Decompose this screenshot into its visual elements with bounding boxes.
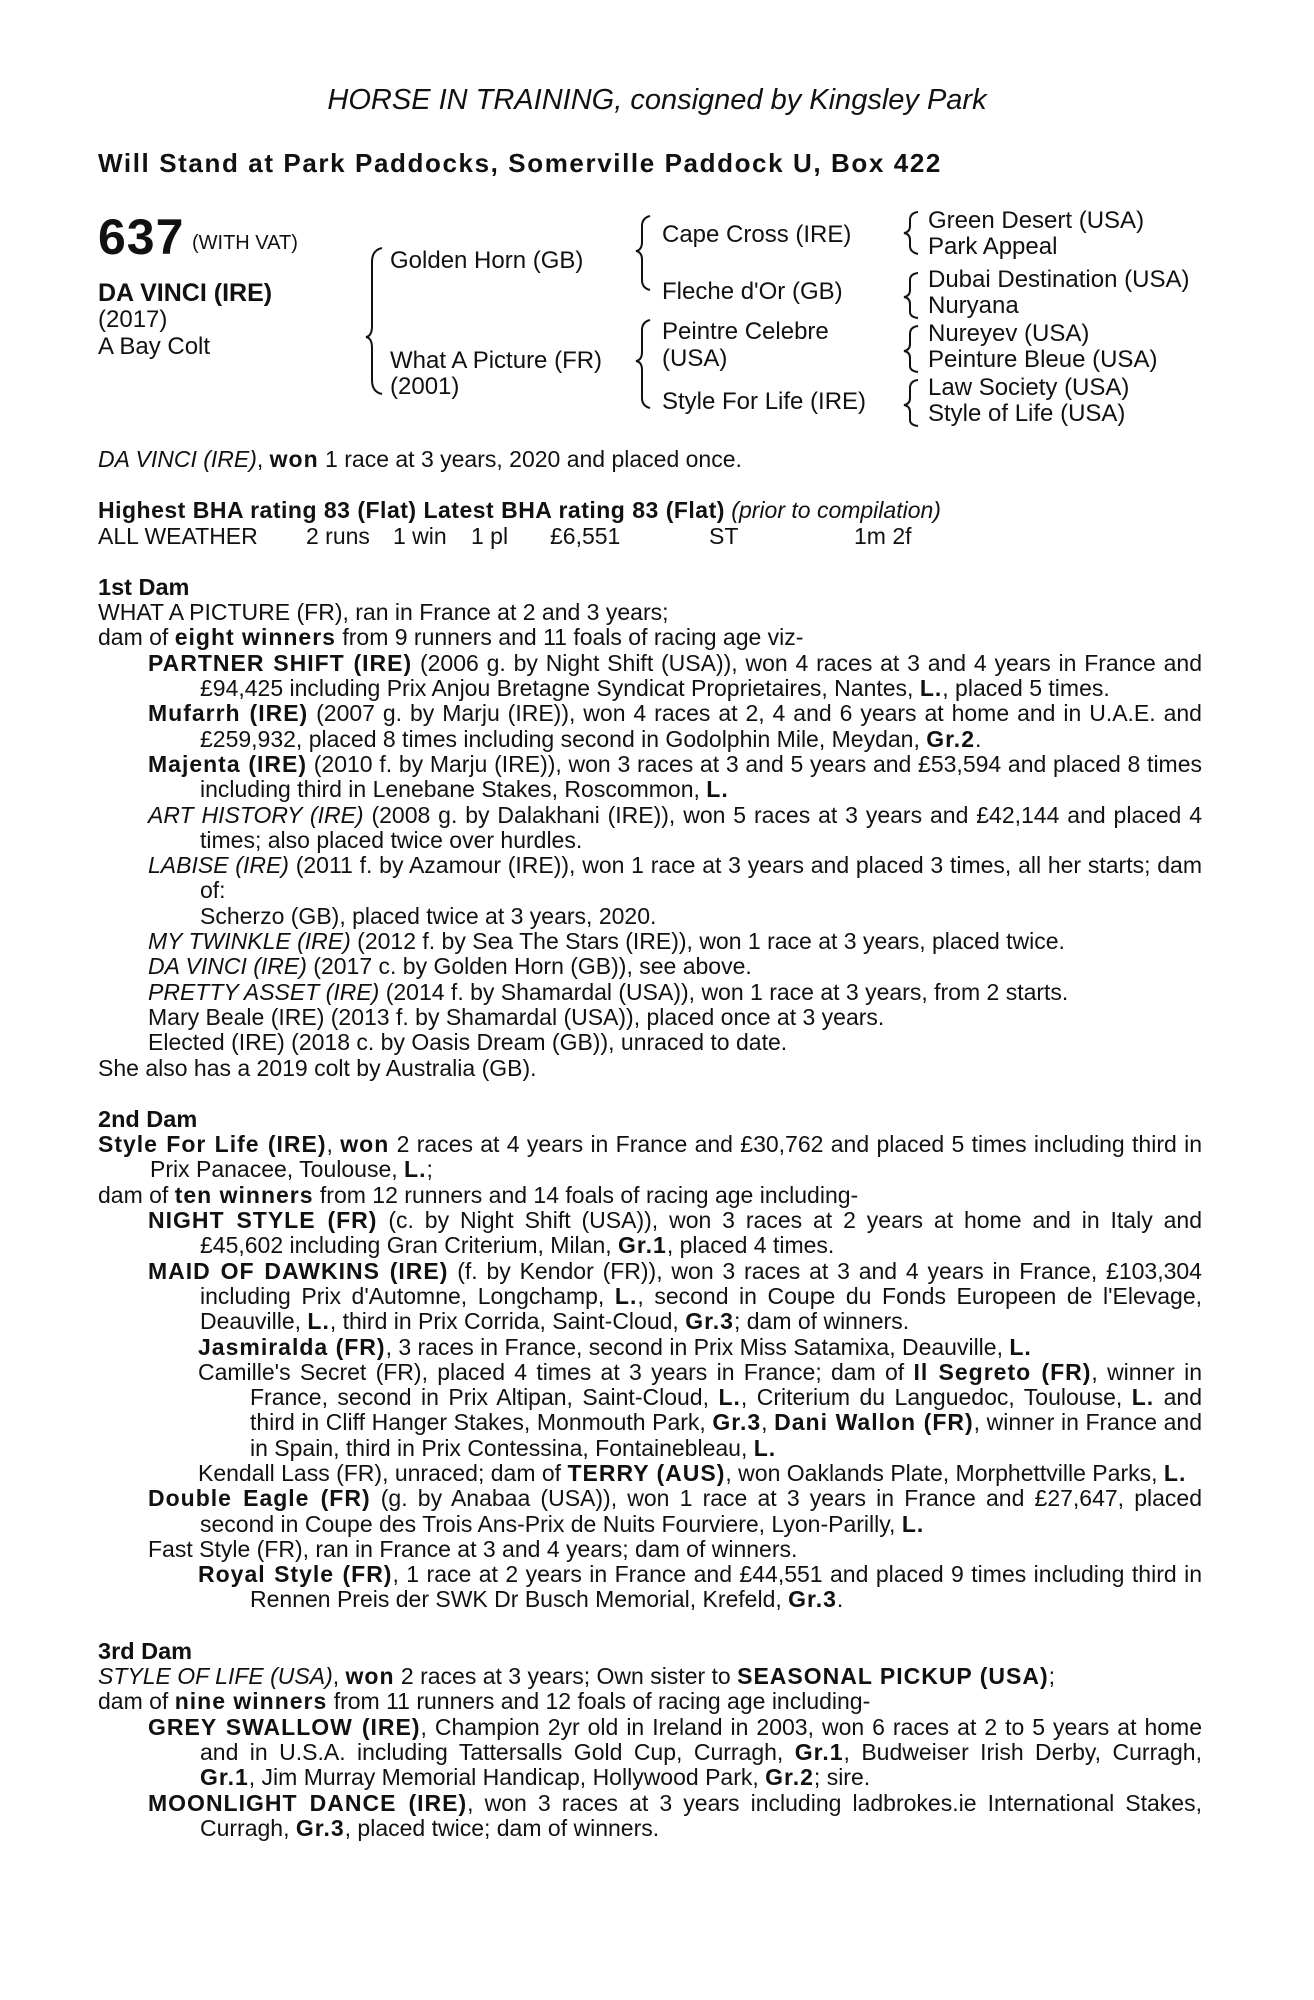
dam-year: (2001) [390, 373, 460, 400]
second-dam-produce [98, 1183, 1202, 1208]
first-dam-produce [98, 625, 1202, 650]
grey-g2: Gr.1 [200, 1764, 249, 1791]
segreto-g2: L. [1131, 1384, 1155, 1411]
maid-end: ; dam of winners. [733, 1308, 910, 1335]
produce-scherzo: Scherzo (GB), placed twice at 3 years, 2020. [200, 902, 657, 929]
record-wins: 1 win [393, 522, 447, 549]
catalogue-body [98, 447, 1202, 1841]
grey-g1: Gr.1 [794, 1738, 844, 1765]
segreto-text3: and third in Cliff Hanger Stakes, Monmouth Park, [250, 1384, 1203, 1436]
d1-winners: eight winners [174, 624, 336, 651]
dani-text: , winner in France and in Spain, third in Prix Contessina, Fontainebleau, [250, 1409, 1203, 1461]
segreto-name: Il Segreto (FR) [913, 1358, 1092, 1385]
segreto-g3: Gr.3 [712, 1409, 762, 1436]
pedigree-g3-3: Peintre Celebre [662, 318, 829, 345]
pedigree-g4-4: Nuryana [928, 292, 1019, 319]
royal-name: Royal Style (FR) [198, 1561, 393, 1588]
third-dam-produce [98, 1689, 1202, 1714]
davinci-name: DA VINCI (IRE) [148, 953, 307, 980]
labise-text: (2011 f. by Azamour (IRE)), won 1 race at 3 years and placed 3 times, all her starts; dam of: [200, 852, 1202, 904]
dani-grade: L. [753, 1434, 777, 1461]
segreto-text2: , Criterium du Languedoc, Toulouse, [740, 1384, 1132, 1411]
pretty-text: (2014 f. by Shamardal (USA)), won 1 race at 3 years, from 2 starts. [379, 978, 1069, 1005]
double-name: Double Eagle (FR) [148, 1485, 371, 1512]
third-dam-heading: 3rd Dam [98, 1637, 193, 1664]
pedigree-g4-3: Dubai Destination (USA) [928, 266, 1190, 293]
horse-description: A Bay Colt [98, 333, 211, 360]
second-dam-line: Style For Life (IRE), won 2 races at 4 years in France and £30,762 and placed 5 times including third in Prix Panacee, Toulouse, L.; [98, 1131, 1203, 1183]
produce-night-style [98, 1208, 1202, 1259]
majenta-text: (2010 f. by Marju (IRE)), won 3 races at 3 and 5 years and £53,594 and placed 8 times including third in Lenebane Stakes, Roscommon, [200, 750, 1203, 803]
produce-jasmiralda [98, 1335, 1202, 1360]
pedigree-g4-6: Peinture Bleue (USA) [928, 346, 1158, 373]
race-record [98, 524, 1202, 549]
produce-pretty-asset [98, 980, 1202, 1005]
night-grade: Gr.1 [618, 1232, 667, 1259]
pedigree-g3-4: Style For Life (IRE) [662, 388, 867, 415]
produce-fast-style: Fast Style (FR), ran in France at 3 and 4 years; dam of winners. [148, 1535, 798, 1562]
d2-grade: L. [404, 1156, 427, 1183]
d2-won: won [340, 1131, 390, 1158]
moon-grade: Gr.3 [295, 1814, 345, 1841]
partner-grade: L. [919, 675, 943, 702]
segreto-g1: L. [718, 1384, 741, 1411]
race-summary: DA VINCI (IRE), won 1 race at 3 years, 2020 and placed once. [98, 446, 742, 472]
produce-double-eagle [98, 1486, 1202, 1537]
pedigree-g4-5: Nureyev (USA) [928, 320, 1090, 347]
vat-note: (WITH VAT) [192, 232, 298, 254]
terry-name: TERRY (AUS) [567, 1459, 726, 1486]
d3-name: STYLE OF LIFE (USA) [98, 1663, 333, 1690]
pedigree-g4-7: Law Society (USA) [928, 374, 1130, 401]
twinkle-name: MY TWINKLE (IRE) [148, 928, 351, 955]
d3-l2c: from 11 runners and 12 foals of racing age including- [327, 1688, 871, 1715]
royal-grade: Gr.3 [788, 1586, 837, 1613]
first-dam-heading: 1st Dam [98, 573, 190, 600]
twinkle-text: (2012 f. by Sea The Stars (IRE)), won 1 race at 3 years, placed twice. [350, 928, 1065, 955]
terry-grade: L. [1163, 1459, 1187, 1486]
produce-my-twinkle [98, 929, 1202, 954]
d3-won: won [345, 1663, 395, 1690]
d3-seasonal: SEASONAL PICKUP (USA) [737, 1663, 1049, 1690]
grey-g3: Gr.2 [765, 1764, 814, 1791]
produce-camilles-secret: Camille's Secret (FR), placed 4 times at 3 years in France; dam of Il Segreto (FR), winner in France, second in Prix Altipan, Saint-Cloud, L., Criterium du Languedoc, Toulouse, L. and third in Cliff Hanger Stakes, Monmouth Park, Gr.3, Dani Wallon (FR), winner in France and in Spain, third in Prix Contessina, Fontainebleau, L. [198, 1358, 1203, 1461]
maid-text1: (f. by Kendor (FR)), won 3 races at 3 and 4 years in France, £103,304 including Prix d'Automne, Longchamp, [200, 1257, 1202, 1309]
rating-text: Highest BHA rating 83 (Flat) Latest BHA rating 83 (Flat) [98, 497, 725, 524]
maid-g1: L. [614, 1282, 638, 1309]
majenta-name: Majenta (IRE) [148, 750, 308, 777]
jas-grade: L. [1009, 1333, 1032, 1360]
pedigree-g3-1: Cape Cross (IRE) [662, 221, 852, 248]
jas-name: Jasmiralda (FR) [198, 1333, 386, 1360]
record-going: ST [709, 522, 739, 549]
d1-l2a: dam of [98, 624, 175, 651]
art-text: (2008 g. by Dalakhani (IRE)), won 5 races at 3 years and £42,144 and placed 4 times; also placed twice over hurdles. [200, 801, 1202, 853]
maid-text3: , third in Prix Corrida, Saint-Cloud, [329, 1308, 686, 1335]
mufarrh-grade: Gr.2 [926, 725, 975, 752]
cam-text: Camille's Secret (FR), placed 4 times at 3 years in France; dam of [198, 1358, 914, 1385]
record-runs: 2 runs [306, 522, 370, 549]
produce-note: She also has a 2019 colt by Australia (GB). [98, 1054, 537, 1081]
dam-name: What A Picture (FR) [390, 347, 603, 374]
mufarrh-text: (2007 g. by Marju (IRE)), won 4 races at 2, 4 and 6 years at home and in U.A.E. and £259,932, placed 8 times including second in Godolphin Mile, Meydan, [200, 700, 1202, 752]
moon-end: , placed twice; dam of winners. [344, 1814, 660, 1841]
produce-majenta [98, 752, 1202, 803]
horse-name: DA VINCI (IRE) [98, 279, 273, 307]
produce-moonlight-dance [98, 1791, 1202, 1842]
bha-rating [98, 498, 1202, 523]
royal-text: , 1 race at 2 years in France and £44,551 and placed 9 times including third in Rennen Preis der SWK Dr Busch Memorial, Krefeld, [250, 1561, 1202, 1613]
partner-name: PARTNER SHIFT (IRE) [148, 649, 413, 676]
double-grade: L. [901, 1510, 925, 1537]
stand-location: Will Stand at Park Paddocks, Somerville Paddock U, Box 422 [98, 148, 942, 178]
mufarrh-name: Mufarrh (IRE) [148, 700, 309, 727]
partner-end: , placed 5 times. [942, 675, 1110, 702]
grey-text3: , Jim Murray Memorial Handicap, Hollywood Park, [248, 1764, 766, 1791]
jas-text: , 3 races in France, second in Prix Miss Satamixa, Deauville, [385, 1333, 1010, 1360]
first-dam-line: WHAT A PICTURE (FR), ran in France at 2 and 3 years; [98, 599, 669, 626]
produce-da-vinci [98, 954, 1202, 979]
night-text: (c. by Night Shift (USA)), won 3 races at 2 years at home and in Italy and £45,602 including Gran Criterium, Milan, [200, 1207, 1202, 1259]
d2-text: 2 races at 4 years in France and £30,762 and placed 5 times including third in Prix Panacee, Toulouse, [150, 1131, 1203, 1183]
majenta-grade: L. [706, 776, 729, 803]
d2-l2c: from 12 runners and 14 foals of racing age including- [313, 1181, 859, 1208]
record-places: 1 pl [471, 522, 509, 549]
partner-text: (2006 g. by Night Shift (USA)), won 4 races at 3 and 4 years in France and £94,425 including Prix Anjou Bretagne Syndicat Proprietaires, Nantes, [200, 649, 1202, 702]
pedigree-g3-2: Fleche d'Or (GB) [662, 278, 843, 305]
labise-name: LABISE (IRE) [148, 852, 289, 879]
pretty-name: PRETTY ASSET (IRE) [148, 978, 380, 1005]
moon-name: MOONLIGHT DANCE (IRE) [148, 1789, 468, 1816]
terry-text: , won Oaklands Plate, Morphettville Parks, [725, 1459, 1164, 1486]
grey-text1: , Champion 2yr old in Ireland in 2003, won 6 races at 2 to 5 years at home and in U.S.A. including Tattersalls Gold Cup, Curragh, [200, 1713, 1202, 1765]
record-distance: 1m 2f [854, 522, 912, 549]
pedigree-g3-3b: (USA) [662, 345, 728, 372]
d2-l2a: dam of [98, 1181, 175, 1208]
double-text: (g. by Anabaa (USA)), won 1 race at 3 years in France and £27,647, placed second in Coupe des Trois Ans-Prix de Nuits Fourviere, Lyon-Parilly, [200, 1485, 1202, 1537]
produce-grey-swallow [98, 1715, 1202, 1791]
night-end: , placed 4 times. [666, 1232, 835, 1259]
produce-maid-of-dawkins [98, 1259, 1202, 1335]
maid-g3: Gr.3 [685, 1308, 734, 1335]
foal-year: (2017) [98, 306, 168, 333]
kendall-text: Kendall Lass (FR), unraced; dam of [198, 1459, 568, 1486]
segreto-text1: , winner in France, second in Prix Altipan, Saint-Cloud, [250, 1358, 1202, 1411]
record-earnings: £6,551 [550, 522, 621, 549]
summary-text: 1 race at 3 years, 2020 and placed once. [318, 446, 742, 472]
sire-name: Golden Horn (GB) [390, 247, 584, 274]
produce-kendall-lass [98, 1461, 1202, 1486]
pedigree-g4-8: Style of Life (USA) [928, 400, 1126, 427]
grey-end: ; sire. [813, 1764, 871, 1791]
summary-horse: DA VINCI (IRE) [98, 446, 257, 472]
summary-won: won [269, 446, 319, 472]
maid-g2: L. [307, 1308, 330, 1335]
maid-text2: , second in Coupe du Fonds Europeen de l'Elevage, Deauville, [200, 1282, 1202, 1335]
d3-winners: nine winners [174, 1688, 328, 1715]
grey-name: GREY SWALLOW (IRE) [148, 1713, 421, 1740]
art-name: ART HISTORY (IRE) [148, 801, 364, 828]
d2-name: Style For Life (IRE) [98, 1131, 327, 1158]
produce-mufarrh: Mufarrh (IRE) (2007 g. by Marju (IRE)), won 4 races at 2, 4 and 6 years at home and in U.A.E. and £259,932, placed 8 times including second in Godolphin Mile, Meydan, Gr.2. [148, 700, 1202, 752]
d1-l2c: from 9 runners and 11 foals of racing age viz- [335, 624, 804, 651]
davinci-text: (2017 c. by Golden Horn (GB)), see above. [306, 953, 752, 980]
pedigree-g4-2: Park Appeal [928, 233, 1058, 260]
produce-labise [98, 853, 1202, 904]
d2-winners: ten winners [174, 1181, 314, 1208]
d3-l2a: dam of [98, 1688, 175, 1715]
record-surface: ALL WEATHER [98, 522, 258, 549]
rating-note: (prior to compilation) [724, 497, 941, 524]
night-name: NIGHT STYLE (FR) [148, 1207, 378, 1234]
maid-name: MAID OF DAWKINS (IRE) [148, 1257, 449, 1284]
dani-name: Dani Wallon (FR) [774, 1409, 974, 1436]
catalogue-header: HORSE IN TRAINING, consigned by Kingsley Park [327, 84, 987, 116]
pedigree-g4-1: Green Desert (USA) [928, 207, 1145, 234]
produce-mary-beale: Mary Beale (IRE) (2013 f. by Shamardal (USA)), placed once at 3 years. [148, 1003, 885, 1030]
moon-text: , won 3 races at 3 years including ladbrokes.ie International Stakes, Curragh, [200, 1789, 1202, 1841]
produce-elected: Elected (IRE) (2018 c. by Oasis Dream (GB)), unraced to date. [148, 1029, 788, 1056]
produce-royal-style: Royal Style (FR), 1 race at 2 years in France and £44,551 and placed 9 times including third in Rennen Preis der SWK Dr Busch Memorial, Krefeld, Gr.3. [198, 1561, 1202, 1613]
grey-text2: , Budweiser Irish Derby, Curragh, [843, 1738, 1202, 1765]
lot-number: 637 [98, 209, 185, 265]
second-dam-heading: 2nd Dam [98, 1105, 198, 1132]
d3-text: 2 races at 3 years; Own sister to [394, 1663, 738, 1690]
produce-art-history [98, 803, 1202, 854]
produce-partner-shift [98, 651, 1202, 702]
third-dam-line: STYLE OF LIFE (USA), won 2 races at 3 years; Own sister to SEASONAL PICKUP (USA); [98, 1663, 1056, 1690]
